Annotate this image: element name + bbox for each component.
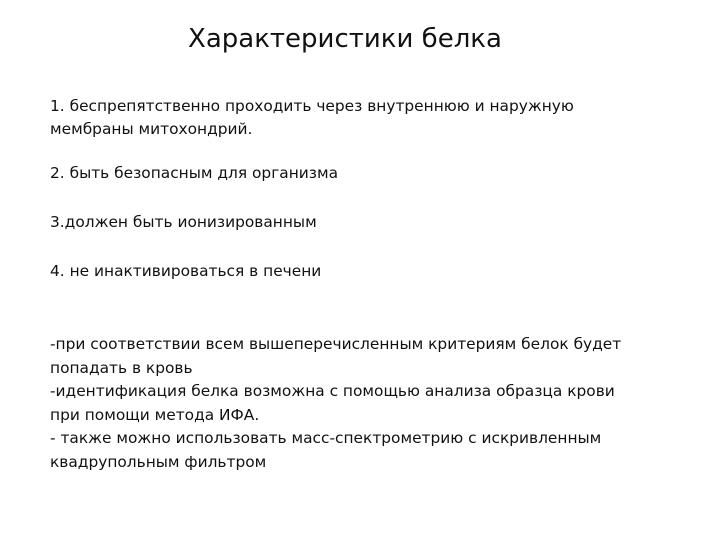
criterion-4-text: 4. не инактивироваться в печени bbox=[50, 262, 322, 280]
note-line: попадать в кровь bbox=[50, 358, 193, 377]
criterion-3-text: 3.должен быть ионизированным bbox=[50, 213, 317, 231]
criterion-item-4 bbox=[50, 260, 660, 283]
notes-list bbox=[50, 333, 670, 474]
note-line: при помощи метода ИФА. bbox=[50, 405, 260, 424]
criterion-item-2 bbox=[50, 162, 660, 185]
criterion-1-line-1: 1. беспрепятственно проходить через внутреннюю и наружную bbox=[50, 97, 574, 115]
note-line: -идентификация белка возможна с помощью анализа образца крови bbox=[50, 382, 615, 400]
criterion-2-text: 2. быть безопасным для организма bbox=[50, 164, 339, 182]
criterion-1-line-2: мембраны митохондрий. bbox=[50, 120, 253, 138]
note-line: квадрупольным фильтром bbox=[50, 452, 267, 471]
criteria-list bbox=[50, 95, 660, 309]
criterion-item-1 bbox=[50, 95, 660, 141]
slide-title: Характеристики белка bbox=[188, 24, 502, 54]
criterion-item-3 bbox=[50, 211, 660, 234]
note-line: - также можно использовать масс-спектрометрию с искривленным bbox=[50, 429, 602, 447]
note-line: -при соответствии всем вышеперечисленным критериям белок будет bbox=[50, 335, 622, 353]
